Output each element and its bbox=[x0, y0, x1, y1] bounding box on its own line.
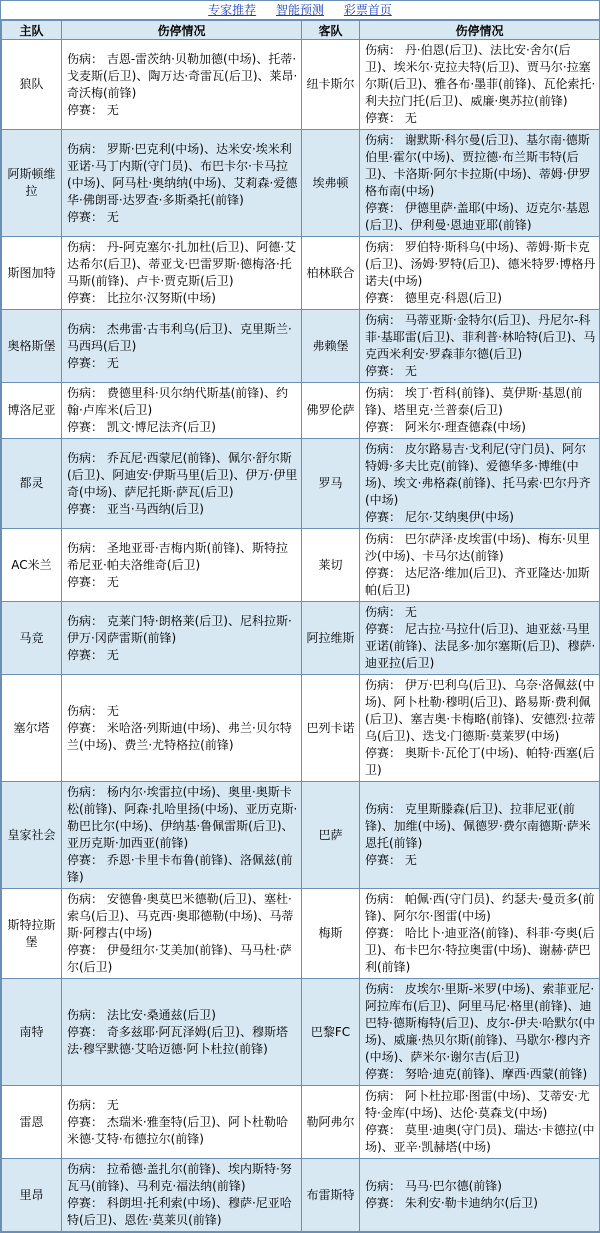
away-injury-text: 伤病： 无 bbox=[365, 605, 417, 619]
home-team-name: 南特 bbox=[19, 1024, 44, 1039]
home-team-cell bbox=[2, 782, 62, 889]
home-team-cell bbox=[2, 1159, 62, 1232]
home-injury-cell bbox=[62, 529, 302, 602]
away-team-cell bbox=[302, 979, 360, 1086]
away-team-name: 勒阿弗尔 bbox=[306, 1114, 355, 1129]
table-row bbox=[2, 40, 600, 130]
away-team-name: 莱切 bbox=[318, 557, 343, 572]
home-suspension-text: 停赛： 无 bbox=[67, 355, 119, 370]
away-injury-text: 伤病： 谢默斯·科尔曼(后卫)、基尔南·德斯伯里·霍尔(中场)、贾拉德·布兰斯韦特(后卫)、卡洛斯·阿尔卡拉斯(中场)、蒂姆·伊罗格布南(中场) bbox=[365, 133, 591, 198]
table-row bbox=[2, 602, 600, 675]
home-injury-text: 伤病： 杨内尔·埃雷拉(中场)、奥里·奥斯卡松(前锋)、阿森·扎哈里扬(中场)、亚历克斯·勒巴比尔(中场)、伊纳基·鲁佩雷斯(后卫)、亚历克斯·加西亚(前锋) bbox=[67, 785, 298, 850]
away-injury-cell bbox=[360, 889, 600, 979]
table-row bbox=[2, 130, 600, 237]
away-team-name: 巴萨 bbox=[318, 827, 343, 842]
home-team-cell bbox=[2, 237, 62, 310]
away-team-name: 巴黎FC bbox=[310, 1024, 351, 1039]
away-injury-cell bbox=[360, 1159, 600, 1232]
home-injury-cell bbox=[62, 383, 302, 439]
away-injury-cell bbox=[360, 310, 600, 383]
home-suspension-text: 停赛： 乔恩·卡里卡布鲁(前锋)、洛佩兹(前锋) bbox=[67, 853, 293, 884]
home-injury-text: 伤病： 吉恩-雷茨纳·贝勒加德(中场)、托蒂·戈麦斯(后卫)、陶万达·奇雷瓦(后卫)、莱昂·奇沃梅(前锋) bbox=[67, 51, 298, 100]
home-team-name: 里昂 bbox=[19, 1187, 44, 1202]
away-suspension-text: 停赛： 伊德里萨·盖耶(中场)、迈克尔·基恩(后卫)、伊利曼·恩迪亚耶(前锋) bbox=[365, 201, 590, 232]
home-team-name: 皇家社会 bbox=[7, 827, 56, 842]
home-team-cell bbox=[2, 130, 62, 237]
away-team-name: 罗马 bbox=[318, 476, 343, 490]
home-injury-cell bbox=[62, 782, 302, 889]
home-suspension-text: 停赛： 奇多兹耶·阿瓦泽姆(后卫)、穆斯塔法·穆罕默德·艾哈迈德·阿卜杜拉(前锋) bbox=[67, 1024, 288, 1056]
away-team-cell bbox=[302, 529, 360, 602]
home-team-cell bbox=[2, 1086, 62, 1159]
away-injury-text: 伤病： 皮埃尔·里斯-米罗(中场)、索菲亚尼·阿拉库布(后卫)、阿里马尼·格里(前锋)、迪巴特·德斯梅特(后卫)、皮尔-伊夫·哈默尔(中场)、威廉·热贝尔斯(前锋)、马歇尔·穆内齐(中场)、萨米尔·谢尔吉(后卫) bbox=[365, 982, 596, 1064]
away-suspension-text: 停赛： 尼尔·艾纳奥伊(中场) bbox=[365, 510, 514, 524]
home-injury-cell bbox=[62, 1086, 302, 1159]
away-suspension-text: 停赛： 德里克·科恩(后卫) bbox=[365, 291, 502, 305]
away-suspension-text: 停赛： 无 bbox=[365, 111, 417, 125]
home-suspension-text: 停赛： 比拉尔·汉努斯(中场) bbox=[67, 291, 216, 305]
away-suspension-text: 停赛： 朱利安·勒卡迪纳尔(后卫) bbox=[365, 1196, 538, 1210]
away-injury-cell bbox=[360, 1086, 600, 1159]
away-injury-text: 伤病： 埃丁·哲科(前锋)、莫伊斯·基恩(前锋)、塔里克·兰普泰(后卫) bbox=[365, 386, 583, 417]
home-team-name: 奥格斯堡 bbox=[7, 338, 56, 353]
away-team-name: 埃弗顿 bbox=[312, 175, 349, 190]
home-team-name: 雷恩 bbox=[19, 1114, 44, 1129]
home-team-name: 马竞 bbox=[19, 630, 44, 645]
away-team-cell bbox=[302, 675, 360, 782]
home-team-name: 斯图加特 bbox=[7, 265, 56, 280]
table-row bbox=[2, 1159, 600, 1232]
home-injury-text: 伤病： 乔瓦尼·西蒙尼(前锋)、佩尔·舒尔斯(后卫)、阿迪安·伊斯马里(后卫)、伊万·伊里奇(中场)、萨尼托斯·萨瓦(后卫) bbox=[67, 450, 298, 499]
home-team-name: AC米兰 bbox=[11, 557, 52, 572]
away-injury-text: 伤病： 马蒂亚斯·金特尔(后卫)、丹尼尔-科菲·基耶雷(后卫)、菲利普·林哈特(后卫)、马克西米利安·罗森菲尔德(后卫) bbox=[365, 313, 596, 361]
away-team-cell bbox=[302, 1159, 360, 1232]
home-injury-cell bbox=[62, 130, 302, 237]
away-injury-cell bbox=[360, 602, 600, 675]
table-row bbox=[2, 1086, 600, 1159]
away-team-cell bbox=[302, 130, 360, 237]
home-team-name: 塞尔塔 bbox=[13, 720, 50, 735]
home-injury-cell bbox=[62, 889, 302, 979]
away-suspension-text: 停赛： 达尼洛·维加(后卫)、齐亚隆达·加斯帕(后卫) bbox=[365, 566, 590, 597]
table-header-row bbox=[2, 21, 600, 40]
home-team-cell bbox=[2, 979, 62, 1086]
table-row bbox=[2, 237, 600, 310]
home-team-name: 阿斯顿维拉 bbox=[7, 167, 56, 198]
header-away-team: 客队 bbox=[302, 21, 360, 40]
away-team-cell bbox=[302, 439, 360, 529]
home-suspension-text: 停赛： 伊曼纽尔·艾美加(前锋)、马马杜·萨尔(后卫) bbox=[67, 943, 292, 974]
table-row bbox=[2, 439, 600, 529]
home-team-cell bbox=[2, 439, 62, 529]
away-team-name: 纽卡斯尔 bbox=[306, 77, 355, 91]
away-injury-text: 伤病： 罗伯特·斯科乌(中场)、蒂姆·斯卡克(后卫)、汤姆·罗特(后卫)、德米特罗·博格丹诺夫(中场) bbox=[365, 240, 596, 288]
away-injury-cell bbox=[360, 529, 600, 602]
nav-link-prediction[interactable]: 智能预测 bbox=[275, 3, 324, 17]
away-injury-cell bbox=[360, 130, 600, 237]
home-injury-cell bbox=[62, 237, 302, 310]
away-injury-text: 伤病： 丹·伯恩(后卫)、法比安·舍尔(后卫)、埃米尔·克拉夫特(后卫)、贾马尔·拉塞尔斯(后卫)、雅各布·墨菲(前锋)、瓦伦索托·利夫拉门托(后卫)、威廉·奥苏拉(前锋) bbox=[365, 43, 596, 108]
home-team-name: 狼队 bbox=[19, 77, 44, 91]
table-row bbox=[2, 529, 600, 602]
injury-table bbox=[1, 20, 600, 1232]
table-row bbox=[2, 675, 600, 782]
away-suspension-text: 停赛： 无 bbox=[365, 853, 417, 867]
away-team-name: 佛罗伦萨 bbox=[306, 403, 355, 417]
away-injury-text: 伤病： 巴尔萨泽·皮埃雷(中场)、梅东·贝里沙(中场)、卡马尔达(前锋) bbox=[365, 532, 590, 563]
table-body bbox=[2, 40, 600, 1232]
away-team-cell bbox=[302, 1086, 360, 1159]
table-row bbox=[2, 782, 600, 889]
table-row bbox=[2, 310, 600, 383]
home-team-name: 博洛尼亚 bbox=[7, 403, 56, 417]
home-team-cell bbox=[2, 602, 62, 675]
home-injury-cell bbox=[62, 602, 302, 675]
home-suspension-text: 停赛： 无 bbox=[67, 574, 119, 589]
nav-link-lottery-home[interactable]: 彩票首页 bbox=[343, 3, 392, 17]
home-injury-cell bbox=[62, 675, 302, 782]
home-suspension-text: 停赛： 米哈洛·列斯迪(中场)、弗兰·贝尔特兰(中场)、费兰·尤特格拉(前锋) bbox=[67, 720, 292, 752]
home-injury-text: 伤病： 拉希德·盖扎尔(前锋)、埃内斯特·努瓦马(前锋)、马利克·福法纳(前锋) bbox=[67, 1162, 292, 1193]
header-home-team: 主队 bbox=[2, 21, 62, 40]
home-team-cell bbox=[2, 40, 62, 130]
home-suspension-text: 停赛： 杰瑞米·雅奎特(后卫)、阿卜杜勒哈米德·艾特·布德拉尔(前锋) bbox=[67, 1114, 288, 1146]
away-injury-cell bbox=[360, 439, 600, 529]
away-team-name: 巴列卡诺 bbox=[306, 720, 355, 735]
away-team-name: 阿拉维斯 bbox=[306, 630, 355, 645]
away-injury-cell bbox=[360, 383, 600, 439]
away-injury-text: 伤病： 阿卜杜拉耶·图雷(中场)、艾蒂安·尤特·金库(中场)、达伦·莫森戈(中场) bbox=[365, 1089, 590, 1120]
home-injury-text: 伤病： 杰弗雷·古韦利乌(后卫)、克里斯兰·马西玛(后卫) bbox=[67, 321, 292, 353]
away-injury-text: 伤病： 马马·巴尔德(前锋) bbox=[365, 1179, 502, 1193]
top-nav bbox=[1, 1, 599, 20]
table-row bbox=[2, 979, 600, 1086]
away-team-name: 柏林联合 bbox=[306, 265, 355, 280]
home-suspension-text: 停赛： 无 bbox=[67, 209, 119, 224]
home-injury-cell bbox=[62, 1159, 302, 1232]
away-team-cell bbox=[302, 889, 360, 979]
home-injury-text: 伤病： 法比安·桑通兹(后卫) bbox=[67, 1007, 216, 1022]
home-suspension-text: 停赛： 无 bbox=[67, 647, 119, 662]
away-team-cell bbox=[302, 782, 360, 889]
away-team-name: 布雷斯特 bbox=[306, 1187, 355, 1202]
away-injury-text: 伤病： 伊万·巴利乌(后卫)、乌奈·洛佩兹(中场)、阿卜杜勒·穆明(后卫)、路易斯·费利佩(后卫)、塞吉奥·卡梅略(前锋)、安德烈·拉蒂乌(后卫)、迭戈·门德斯·莫莱罗(中场) bbox=[365, 678, 596, 743]
home-injury-text: 伤病： 无 bbox=[67, 1097, 119, 1112]
home-injury-text: 伤病： 安德鲁·奥莫巴米德勒(后卫)、塞杜·索乌(后卫)、马克西·奥耶德勒(中场)、马蒂斯·阿穆古(中场) bbox=[67, 892, 294, 940]
away-suspension-text: 停赛： 莫里·迪奥(守门员)、瑞达·卡德拉(中场)、亚辛·凯赫塔(中场) bbox=[365, 1123, 595, 1154]
away-team-cell bbox=[302, 602, 360, 675]
home-suspension-text: 停赛： 科朗坦·托利索(中场)、穆萨·尼亚哈特(后卫)、恩佐·莫莱贝(前锋) bbox=[67, 1196, 292, 1227]
home-injury-cell bbox=[62, 979, 302, 1086]
home-team-cell bbox=[2, 529, 62, 602]
home-injury-cell bbox=[62, 40, 302, 130]
away-injury-text: 伤病： 帕佩·西(守门员)、约瑟夫·曼贡多(前锋)、阿尔尔·图雷(中场) bbox=[365, 892, 595, 923]
away-team-name: 弗赖堡 bbox=[312, 338, 349, 353]
home-suspension-text: 停赛： 亚当·马西纳(后卫) bbox=[67, 501, 204, 516]
home-injury-text: 伤病： 丹-阿克塞尔·扎加杜(后卫)、阿德·艾达希尔(后卫)、蒂亚戈·巴雷罗斯·德梅洛·托马斯(前锋)、卢卡·贾克斯(后卫) bbox=[67, 240, 297, 288]
home-team-cell bbox=[2, 675, 62, 782]
home-team-cell bbox=[2, 383, 62, 439]
away-injury-text: 伤病： 皮尔路易吉·戈利尼(守门员)、阿尔特姆·多夫比克(前锋)、爱德华多·博维(中场)、埃文·弗格森(前锋)、托马索·巴尔丹齐(中场) bbox=[365, 442, 591, 507]
away-suspension-text: 停赛： 尼古拉·马拉什(后卫)、迪亚兹·马里亚诺(前锋)、法昆多·加尔塞斯(后卫)、穆萨·迪亚拉(后卫) bbox=[365, 622, 596, 670]
home-suspension-text: 停赛： 凯文·博尼法齐(后卫) bbox=[67, 420, 216, 434]
home-team-cell bbox=[2, 310, 62, 383]
home-team-name: 斯特拉斯堡 bbox=[7, 917, 56, 949]
away-injury-cell bbox=[360, 237, 600, 310]
home-injury-cell bbox=[62, 439, 302, 529]
away-suspension-text: 停赛： 阿米尔·理查德森(中场) bbox=[365, 420, 526, 434]
away-team-cell bbox=[302, 383, 360, 439]
home-team-cell bbox=[2, 889, 62, 979]
away-team-cell bbox=[302, 310, 360, 383]
header-away-injury: 伤停情况 bbox=[360, 21, 600, 40]
home-injury-cell bbox=[62, 310, 302, 383]
header-home-injury: 伤停情况 bbox=[62, 21, 302, 40]
table-row bbox=[2, 889, 600, 979]
home-injury-text: 伤病： 克莱门特·朗格莱(后卫)、尼科拉斯·伊万·冈萨雷斯(前锋) bbox=[67, 613, 292, 645]
home-injury-text: 伤病： 罗斯·巴克利(中场)、达米安·埃米利亚诺·马丁内斯(守门员)、布巴卡尔·卡马拉(中场)、阿马杜·奥纳纳(中场)、艾莉森·爱德华·佛朗哥·达罗查·多斯桑托(前锋) bbox=[67, 141, 298, 207]
home-suspension-text: 停赛： 无 bbox=[67, 102, 119, 117]
table-row bbox=[2, 383, 600, 439]
away-suspension-text: 停赛： 奥斯卡·瓦伦丁(中场)、帕特·西塞(后卫) bbox=[365, 746, 595, 777]
away-suspension-text: 停赛： 努哈·迪克(前锋)、摩西·西蒙(前锋) bbox=[365, 1067, 588, 1081]
away-suspension-text: 停赛： 无 bbox=[365, 364, 417, 378]
nav-link-expert[interactable]: 专家推荐 bbox=[208, 3, 257, 17]
home-injury-text: 伤病： 费德里科·贝尔纳代斯基(前锋)、约翰·卢库米(后卫) bbox=[67, 386, 288, 417]
away-team-name: 梅斯 bbox=[318, 926, 343, 940]
home-injury-text: 伤病： 无 bbox=[67, 703, 119, 718]
away-team-cell bbox=[302, 237, 360, 310]
home-injury-text: 伤病： 圣地亚哥·吉梅内斯(前锋)、斯特拉希尼亚·帕夫洛维奇(后卫) bbox=[67, 540, 288, 572]
away-injury-cell bbox=[360, 675, 600, 782]
away-injury-text: 伤病： 克里斯滕森(后卫)、拉菲尼亚(前锋)、加维(中场)、佩德罗·费尔南德斯·萨米恩托(前锋) bbox=[365, 802, 591, 850]
away-suspension-text: 停赛： 哈比卜·迪亚洛(前锋)、科菲·夸奥(后卫)、布卡巴尔·特拉奥雷(中场)、谢赫·萨巴利(前锋) bbox=[365, 926, 595, 974]
away-team-cell bbox=[302, 40, 360, 130]
away-injury-cell bbox=[360, 979, 600, 1086]
away-injury-cell bbox=[360, 782, 600, 889]
home-team-name: 都灵 bbox=[19, 476, 44, 490]
away-injury-cell bbox=[360, 40, 600, 130]
